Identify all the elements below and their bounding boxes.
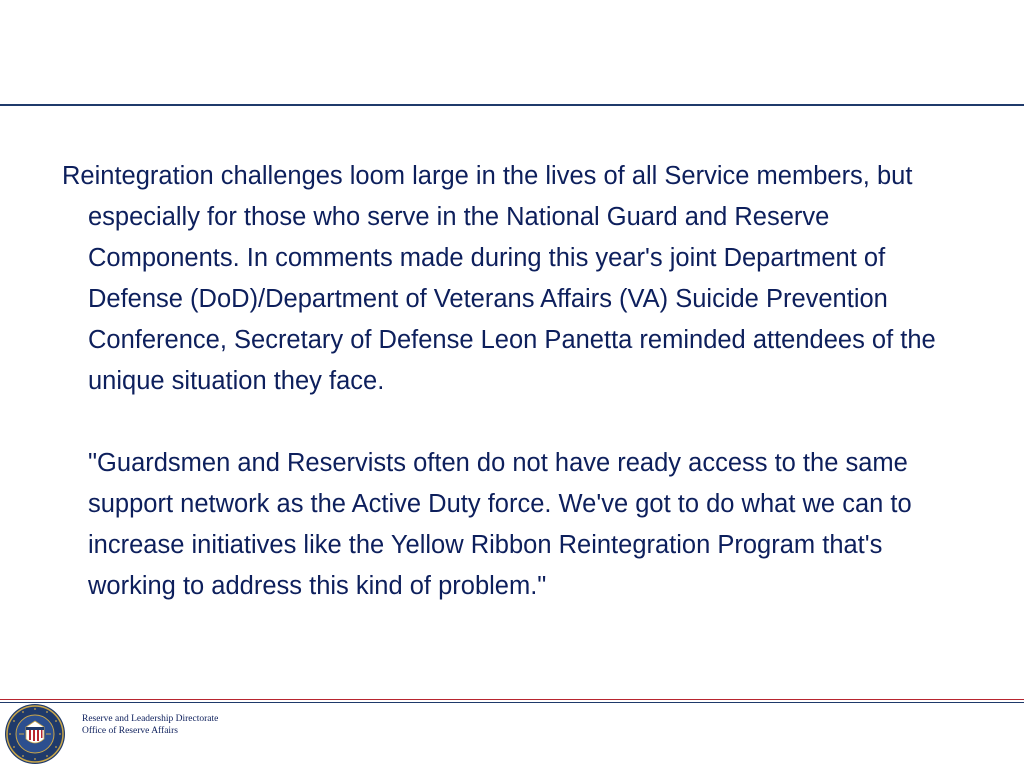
- paragraph-intro: Reintegration challenges loom large in the lives of all Service members, but especially for those who serve in the National Guard and Reserve Components. In comments made during this year's joint Department of Defense (DoD)/Department of Veterans Affairs (VA) Suicide Prevention Conference, Secretary of Defense Leon Panetta reminded attendees of the unique situation they face.: [62, 162, 936, 395]
- footer-directorate: Reserve and Leadership Directorate: [82, 714, 219, 724]
- footer-divider-red: [0, 699, 1024, 700]
- paragraph-quote: "Guardsmen and Reservists often do not have ready access to the same support network as the Active Duty force. We've got to do what we can to increase initiatives like the Yellow Ribbon Reintegration Program that's working to address this kind of problem.": [88, 449, 912, 600]
- footer-office: Office of Reserve Affairs: [82, 726, 178, 736]
- body-text: [62, 156, 962, 633]
- footer-text: [82, 713, 218, 737]
- footer-divider-blue: [0, 702, 1024, 703]
- dod-seal-icon: [4, 703, 66, 765]
- header-divider: [0, 104, 1024, 106]
